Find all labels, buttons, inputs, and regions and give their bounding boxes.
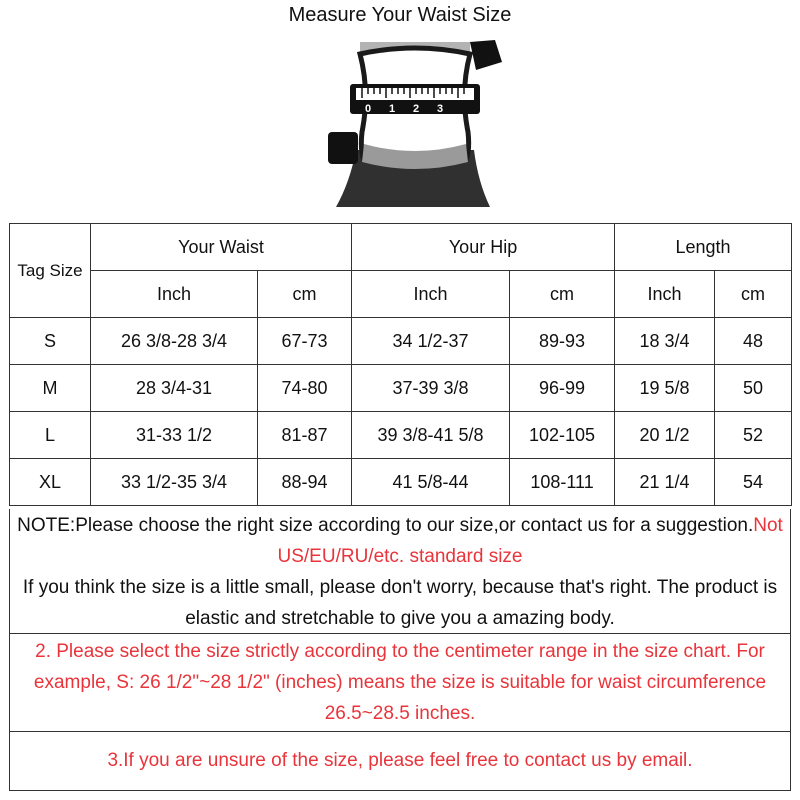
table-cell: 41 5/8-44	[352, 459, 510, 506]
unit-header: Inch	[352, 271, 510, 318]
right-arm-shape	[470, 40, 502, 70]
note-text: NOTE:Please choose the right size according to our size,or contact us for a suggestion.	[17, 515, 754, 536]
size-note	[9, 509, 791, 634]
contact-note: 3.If you are unsure of the size, please feel free to contact us by email.	[9, 731, 791, 791]
note-text: If you think the size is a little small, please don't worry, because that's right. The product is elastic and stretchable to give you a amazing body.	[22, 577, 778, 629]
table-cell: 37-39 3/8	[352, 365, 510, 412]
table-cell: 39 3/8-41 5/8	[352, 412, 510, 459]
tape-mark-2: 2	[412, 103, 420, 115]
size-chart-table	[9, 223, 792, 506]
table-cell: 26 3/8-28 3/4	[91, 318, 258, 365]
header-your-hip: Your Hip	[352, 224, 615, 271]
waist-measuring-tape-icon	[320, 32, 510, 212]
size-label: S	[10, 318, 91, 365]
unit-header: cm	[258, 271, 352, 318]
tape-mark-1: 1	[388, 103, 396, 115]
table-cell: 19 5/8	[615, 365, 715, 412]
size-label: M	[10, 365, 91, 412]
table-cell: 52	[715, 412, 792, 459]
table-cell: 88-94	[258, 459, 352, 506]
table-cell: 18 3/4	[615, 318, 715, 365]
unit-header: Inch	[91, 271, 258, 318]
header-length: Length	[615, 224, 792, 271]
table-header-row	[10, 224, 792, 271]
note-warning: Not US/EU/RU/etc. standard size	[277, 515, 783, 567]
size-label: XL	[10, 459, 91, 506]
table-row	[10, 412, 792, 459]
size-instruction-note: 2. Please select the size strictly according to the centimeter range in the size chart. For example, S: 26 1/2"~28 1/2" (inches) means the size is suitable for waist circumference 26.5~28.5 inches.	[9, 633, 791, 732]
table-cell: 89-93	[510, 318, 615, 365]
header-your-waist: Your Waist	[91, 224, 352, 271]
size-label: L	[10, 412, 91, 459]
table-cell: 108-111	[510, 459, 615, 506]
unit-header: Inch	[615, 271, 715, 318]
table-cell: 33 1/2-35 3/4	[91, 459, 258, 506]
table-cell: 50	[715, 365, 792, 412]
tape-mark-0: 0	[364, 103, 372, 115]
unit-header: cm	[510, 271, 615, 318]
page-title: Measure Your Waist Size	[288, 4, 512, 26]
table-row	[10, 365, 792, 412]
table-cell: 31-33 1/2	[91, 412, 258, 459]
table-unit-row	[10, 271, 792, 318]
table-cell: 20 1/2	[615, 412, 715, 459]
table-cell: 74-80	[258, 365, 352, 412]
table-cell: 81-87	[258, 412, 352, 459]
table-cell: 102-105	[510, 412, 615, 459]
table-row	[10, 318, 792, 365]
table-row	[10, 459, 792, 506]
table-cell: 28 3/4-31	[91, 365, 258, 412]
unit-header: cm	[715, 271, 792, 318]
table-cell: 21 1/4	[615, 459, 715, 506]
tape-mark-3: 3	[436, 103, 444, 115]
table-cell: 67-73	[258, 318, 352, 365]
left-arm-shape	[328, 132, 358, 164]
table-cell: 54	[715, 459, 792, 506]
table-cell: 96-99	[510, 365, 615, 412]
table-cell: 34 1/2-37	[352, 318, 510, 365]
header-tag-size: Tag Size	[10, 224, 91, 318]
table-cell: 48	[715, 318, 792, 365]
